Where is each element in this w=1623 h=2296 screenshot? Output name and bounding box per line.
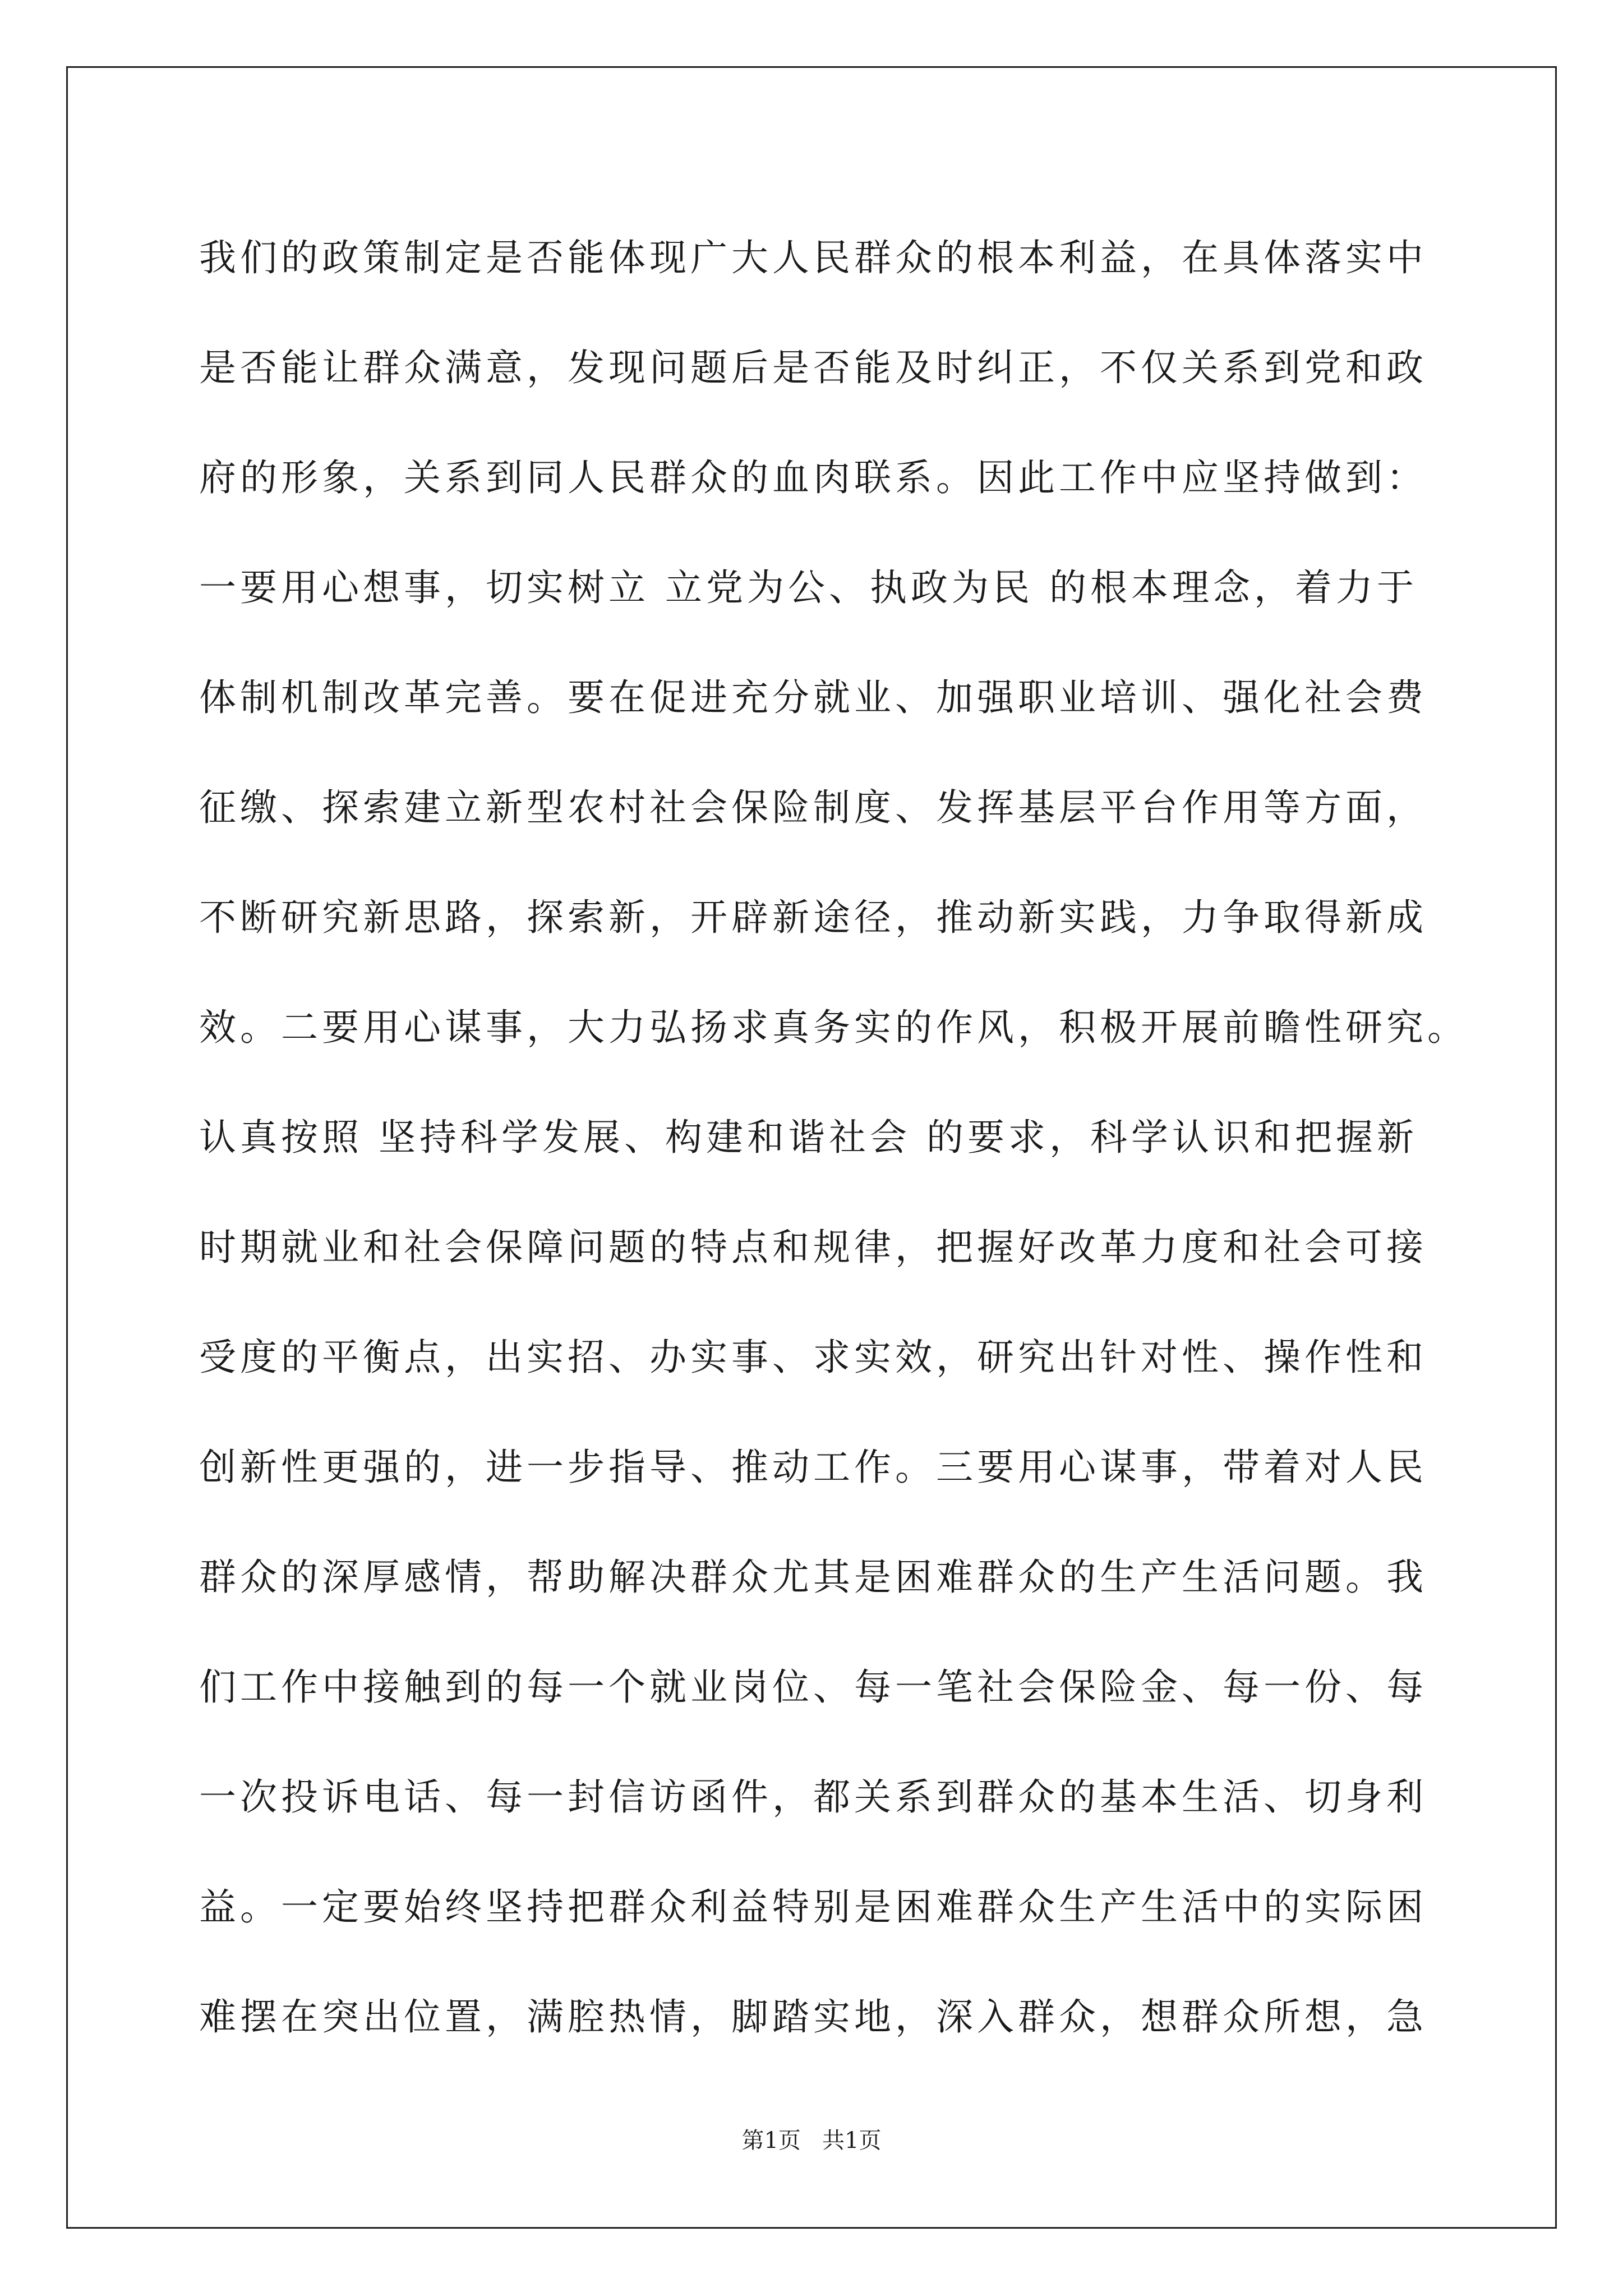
text-line: 体制机制改革完善。要在促进充分就业、加强职业培训、强化社会费 bbox=[199, 676, 1427, 719]
document-body bbox=[199, 203, 1468, 2072]
text-line: 们工作中接触到的每一个就业岗位、每一笔社会保险金、每一份、每 bbox=[199, 1665, 1427, 1709]
text-line: 一次投诉电话、每一封信访函件，都关系到群众的基本生活、切身利 bbox=[199, 1775, 1427, 1819]
text-line: 是否能让群众满意，发现问题后是否能及时纠正，不仅关系到党和政 bbox=[199, 346, 1427, 389]
text-line: 群众的深厚感情，帮助解决群众尤其是困难群众的生产生活问题。我 bbox=[199, 1556, 1427, 1599]
text-line: 时期就业和社会保障问题的特点和规律，把握好改革力度和社会可接 bbox=[199, 1226, 1427, 1269]
text-line: 征缴、探索建立新型农村社会保险制度、发挥基层平台作用等方面， bbox=[199, 786, 1427, 829]
text-line: 一要用心想事，切实树立 立党为公、执政为民 的根本理念，着力于 bbox=[199, 566, 1418, 609]
text-line: 创新性更强的，进一步指导、推动工作。三要用心谋事，带着对人民 bbox=[199, 1446, 1427, 1489]
text-line: 难摆在突出位置，满腔热情，脚踏实地，深入群众，想群众所想，急 bbox=[199, 1995, 1427, 2039]
text-line: 效。二要用心谋事，大力弘扬求真务实的作风，积极开展前瞻性研究。 bbox=[199, 1006, 1468, 1049]
text-line: 认真按照 坚持科学发展、构建和谐社会 的要求，科学认识和把握新 bbox=[199, 1116, 1418, 1159]
text-line: 益。一定要始终坚持把群众利益特别是困难群众生产生活中的实际困 bbox=[199, 1885, 1427, 1929]
text-line: 我们的政策制定是否能体现广大人民群众的根本利益，在具体落实中 bbox=[199, 236, 1427, 279]
text-line: 府的形象，关系到同人民群众的血肉联系。因此工作中应坚持做到： bbox=[199, 456, 1427, 499]
text-line: 不断研究新思路，探索新，开辟新途径，推动新实践，力争取得新成 bbox=[199, 896, 1427, 939]
page-footer: 第1页 共1页 bbox=[741, 2128, 882, 2154]
text-line: 受度的平衡点，出实招、办实事、求实效，研究出针对性、操作性和 bbox=[199, 1336, 1427, 1379]
